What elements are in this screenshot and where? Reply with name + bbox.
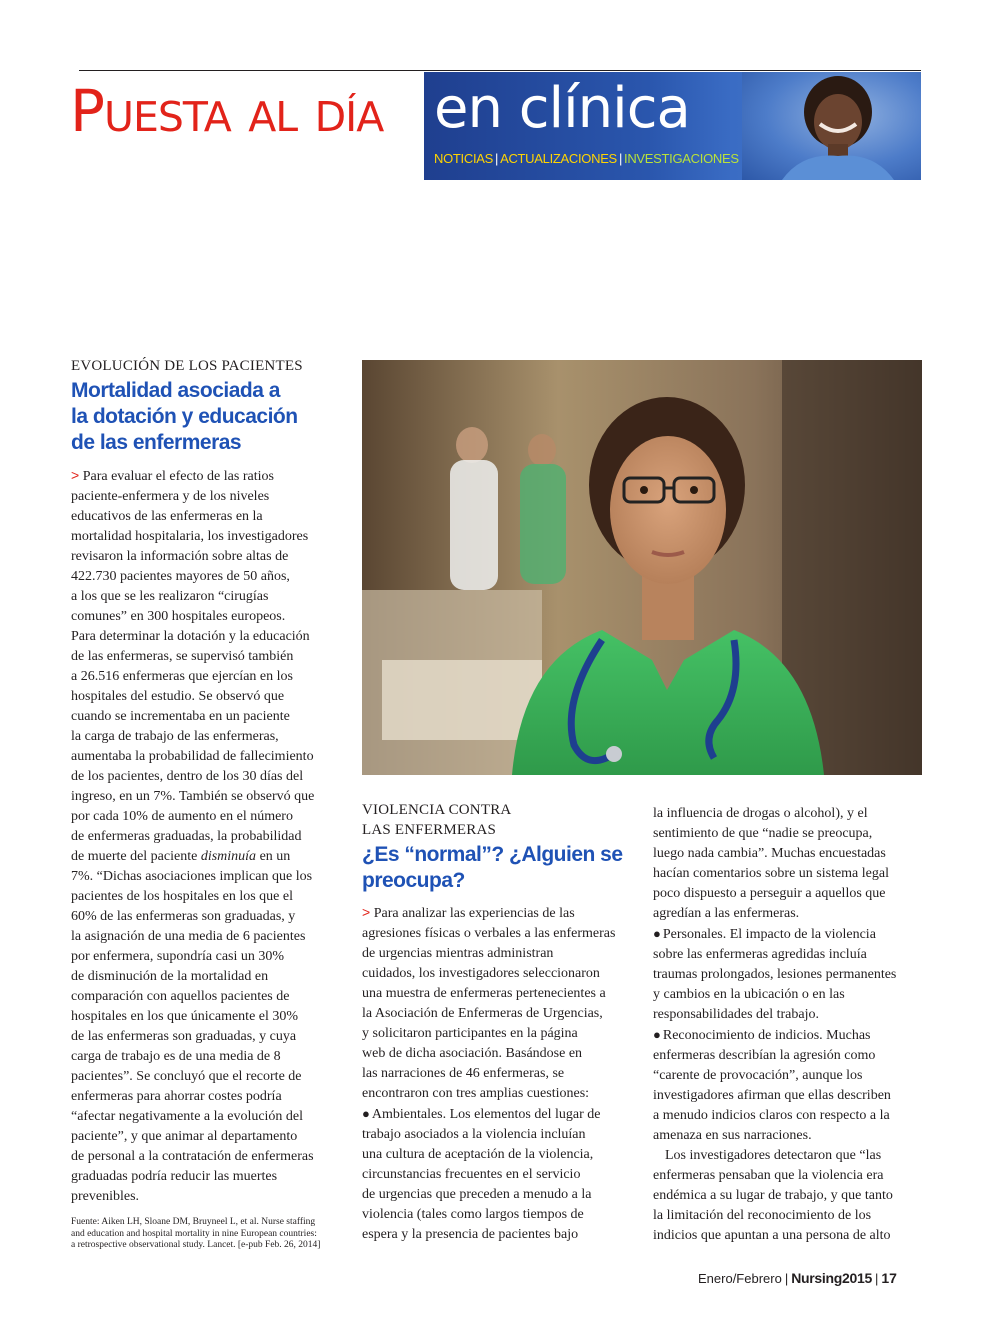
article-source — [71, 1217, 353, 1252]
body-line: trabajo asociados a la violencia incluían — [362, 1127, 586, 1142]
body-line: Los investigadores detectaron que “las — [665, 1148, 882, 1163]
body-line: enfermeras para ahorrar costes podría — [71, 1089, 282, 1104]
body-line: por enfermera, supondría casi un 30% — [71, 949, 285, 964]
body-line: investigadores afirman que ellas describen — [653, 1088, 891, 1103]
body-line: graduadas podría reducir las muertes — [71, 1169, 278, 1184]
body-line: pacientes”. Se concluyó que el recorte de — [71, 1069, 302, 1084]
body-line: 7%. “Dichas asociaciones implican que los — [71, 869, 313, 884]
lead-arrow: > — [71, 467, 80, 483]
body-line: espera y la presencia de pacientes bajo — [362, 1227, 579, 1242]
body-line: revisaron la información sobre altas de — [71, 549, 289, 564]
article-violence — [362, 800, 632, 1245]
body-line: violencia (tales como largos tiempos de — [362, 1207, 584, 1222]
body-line: web de dicha asociación. Basándose en — [362, 1046, 583, 1061]
body-line: hospitales en los que únicamente el 30% — [71, 1009, 299, 1024]
kicker-line: LAS ENFERMERAS — [362, 822, 497, 838]
body-line: agresiones físicas o verbales a las enfermeras — [362, 926, 616, 941]
header-banner — [424, 72, 921, 180]
body-line: responsabilidades del trabajo. — [653, 1007, 820, 1022]
body-line: indicios que apuntan a una persona de alto — [653, 1228, 891, 1243]
body-line: de las enfermeras, se supervisó también — [71, 649, 294, 664]
source-line: and education and hospital mortality in nine European countries: — [71, 1228, 317, 1239]
body-line-text: Ambientales. Los elementos del lugar de — [371, 1107, 601, 1122]
body-line — [71, 847, 353, 867]
body-line — [71, 465, 353, 487]
footer-separator: | — [874, 1271, 879, 1286]
body-line: carga de trabajo es de una media de 8 — [71, 1049, 281, 1064]
article-body — [362, 902, 632, 1245]
source-line: a retrospective observational study. Lancet. [e-pub Feb. 26, 2014] — [71, 1240, 321, 1250]
lead-arrow: > — [362, 904, 371, 920]
headline-line: preocupa? — [362, 869, 465, 892]
bullet-icon: ● — [653, 926, 661, 941]
body-line: de enfermeras graduadas, la probabilidad — [71, 829, 302, 844]
page-footer — [698, 1268, 897, 1288]
body-line: amenaza en sus narraciones. — [653, 1128, 812, 1143]
nurse-portrait-illustration — [742, 72, 921, 180]
body-line: de los pacientes, dentro de los 30 días del — [71, 769, 304, 784]
body-line: encontraron con tres amplias cuestiones: — [362, 1086, 590, 1101]
body-line: 422.730 pacientes mayores de 50 años, — [71, 569, 290, 584]
bullet-icon: ● — [653, 1027, 661, 1042]
body-line-text: Para evaluar el efecto de las ratios — [82, 469, 274, 484]
body-line — [362, 1104, 632, 1125]
body-line: por cada 10% de aumento en el número — [71, 809, 293, 824]
headline-line: ¿Es “normal”? ¿Alguien se — [362, 843, 623, 866]
emphasis-word: disminuía — [200, 849, 257, 864]
section-title-right: en clínica — [434, 76, 690, 141]
body-line: educativos de las enfermeras en la — [71, 509, 263, 524]
body-line: agredían a las enfermeras. — [653, 906, 800, 921]
body-line: a 26.516 enfermeras que ejercían en los — [71, 669, 293, 684]
footer-separator: | — [784, 1271, 789, 1286]
body-line: y cambios en la ubicación o en las — [653, 987, 845, 1002]
body-line: enfermeras describían la agresión como — [653, 1048, 876, 1063]
article-violence-continued — [653, 804, 923, 1246]
body-line: de urgencias que preceden a menudo a la — [362, 1187, 592, 1202]
body-line: de personal a la contratación de enfermeras — [71, 1149, 314, 1164]
body-line — [653, 924, 923, 945]
section-title-left: Puesta al día — [70, 77, 384, 145]
page-number: 17 — [881, 1270, 897, 1286]
body-line: a los que se les realizaron “cirugías — [71, 589, 269, 604]
body-line: hacían comentarios sobre un sistema legal — [653, 866, 889, 881]
body-line: traumas prolongados, lesiones permanentes — [653, 967, 897, 982]
body-line: una muestra de enfermeras pertenecientes a — [362, 986, 606, 1001]
headline-line: Mortalidad asociada a — [71, 379, 280, 402]
body-line: cuando se incrementaba en un paciente — [71, 709, 290, 724]
body-line: Para determinar la dotación y la educación — [71, 629, 310, 644]
body-line: circunstancias frecuentes en el servicio — [362, 1167, 581, 1182]
nurse-photo-illustration — [362, 360, 922, 775]
body-line: de disminución de la mortalidad en — [71, 969, 269, 984]
section-nav — [434, 150, 739, 168]
body-line: sentimiento de que “nadie se preocupa, — [653, 826, 873, 841]
article-body — [71, 465, 353, 1207]
body-line: y solicitaron participantes en la página — [362, 1026, 578, 1041]
body-line: comunes” en 300 hospitales europeos. — [71, 609, 286, 624]
bullet-icon: ● — [362, 1106, 370, 1121]
body-line: 60% de las enfermeras son graduadas, y — [71, 909, 296, 924]
body-line-text: Personales. El impacto de la violencia — [662, 927, 876, 942]
body-line-text: Para analizar las experiencias de las — [373, 906, 575, 921]
body-line-text: Reconocimiento de indicios. Muchas — [662, 1028, 871, 1043]
body-line: la influencia de drogas o alcohol), y el — [653, 806, 868, 821]
nav-separator: | — [618, 151, 623, 166]
banner-nurse-photo — [742, 72, 921, 180]
body-line: de urgencias mientras administran — [362, 946, 554, 961]
nav-noticias: NOTICIAS — [434, 151, 493, 166]
body-line: ingreso, en un 7%. También se observó que — [71, 789, 315, 804]
body-line: de las enfermeras son graduadas, y cuya — [71, 1029, 297, 1044]
headline-line: la dotación y educación — [71, 405, 298, 428]
body-line-text: en un — [259, 849, 291, 864]
body-line: paciente”, y que animar al departamento — [71, 1129, 298, 1144]
article-kicker — [362, 800, 632, 840]
body-line: la asignación de una media de 6 pacientes — [71, 929, 306, 944]
body-line: hospitales del estudio. Se observó que — [71, 689, 285, 704]
body-line: pacientes de los hospitales en los que el — [71, 889, 293, 904]
body-line: enfermeras pensaban que la violencia era — [653, 1168, 884, 1183]
body-line: comparación con aquellos pacientes de — [71, 989, 290, 1004]
body-line: luego nada cambia”. Muchas encuestadas — [653, 846, 886, 861]
body-line-text: de muerte del paciente — [71, 849, 198, 864]
nav-separator: | — [495, 151, 499, 166]
body-line: una cultura de aceptación de la violencia, — [362, 1147, 594, 1162]
nurse-photo — [362, 360, 922, 775]
footer-issue: Enero/Febrero — [698, 1271, 782, 1286]
body-line: paciente-enfermera y de los niveles — [71, 489, 270, 504]
body-line: “carente de provocación”, aunque los — [653, 1068, 863, 1083]
source-line: Fuente: Aiken LH, Sloane DM, Bruyneel L, et al. Nurse staffing — [71, 1217, 316, 1227]
body-line: poco dispuesto a perseguir a aquellos que — [653, 886, 886, 901]
body-line: la Asociación de Enfermeras de Urgencias, — [362, 1006, 603, 1021]
body-line: las narraciones de 46 enfermeras, se — [362, 1066, 565, 1081]
article-kicker: EVOLUCIÓN DE LOS PACIENTES — [71, 358, 303, 374]
nav-investigaciones: INVESTIGACIONES — [624, 151, 739, 166]
nav-actualizaciones: ACTUALIZACIONES — [500, 151, 617, 166]
body-line: la carga de trabajo de las enfermeras, — [71, 729, 279, 744]
article-headline — [71, 378, 353, 456]
kicker-line: VIOLENCIA CONTRA — [362, 802, 512, 818]
body-line: “afectar negativamente a la evolución del — [71, 1109, 304, 1124]
headline-line: de las enfermeras — [71, 431, 242, 454]
body-line: sobre las enfermeras agredidas incluía — [653, 947, 867, 962]
body-line: cuidados, los investigadores seleccionaron — [362, 966, 600, 981]
body-line — [362, 902, 632, 924]
footer-magazine: Nursing2015 — [791, 1270, 872, 1286]
body-line: mortalidad hospitalaria, los investigadores — [71, 529, 309, 544]
body-line: a menudo indicios claros con respecto a la — [653, 1108, 890, 1123]
header-rule — [79, 70, 921, 71]
article-mortality — [71, 356, 353, 1252]
body-line: la limitación del reconocimiento de los — [653, 1208, 872, 1223]
body-line: endémica a su lugar de trabajo, y que tanto — [653, 1188, 893, 1203]
body-line: aumentaba la probabilidad de fallecimiento — [71, 749, 314, 764]
body-line: prevenibles. — [71, 1189, 140, 1204]
body-line — [653, 1025, 923, 1046]
article-headline — [362, 842, 632, 894]
